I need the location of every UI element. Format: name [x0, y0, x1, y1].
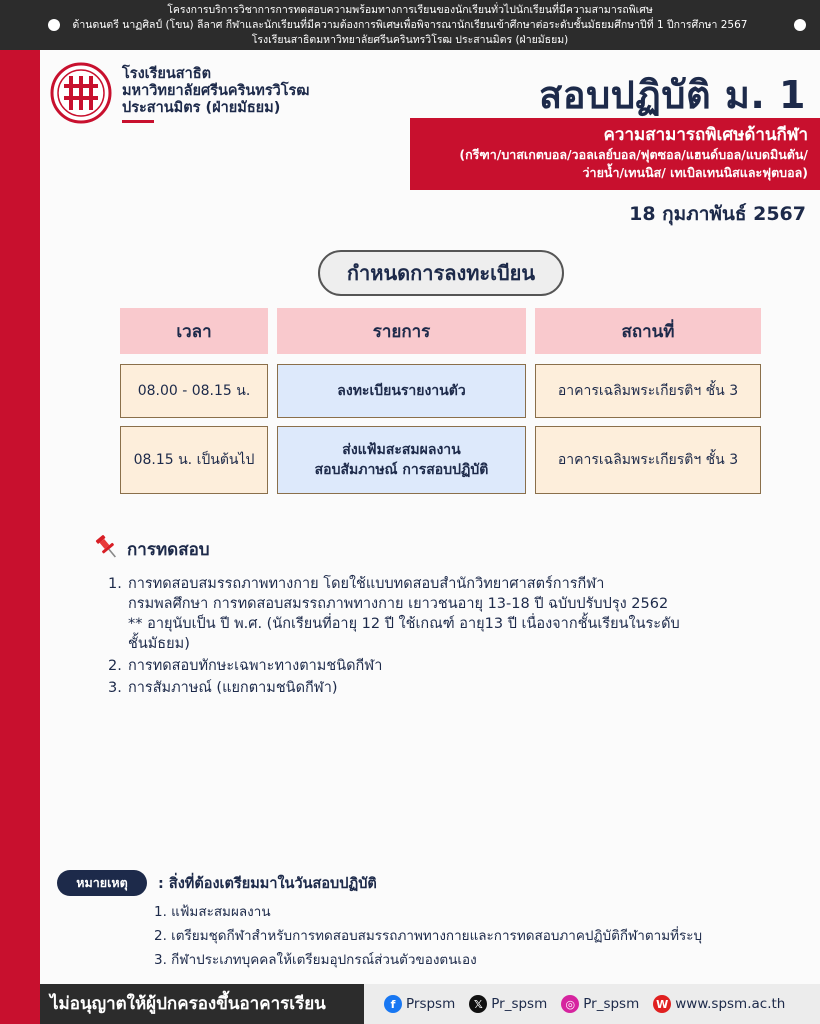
website-icon: W	[653, 995, 671, 1013]
exam-section-title: การทดสอบ	[127, 540, 210, 560]
page-title: สอบปฏิบัติ ม. 1	[539, 73, 806, 117]
left-red-band	[0, 0, 40, 1024]
category-banner	[410, 118, 820, 190]
note-list	[154, 900, 702, 972]
table-cell-time: 08.15 น. เป็นต้นไป	[120, 426, 268, 494]
bullet-icon	[794, 19, 806, 31]
school-name: โรงเรียนสาธิต มหาวิทยาลัยศรีนครินทรวิโรฒ ประสานมิตร (ฝ่ายมัธยม)	[122, 66, 310, 116]
note-badge: หมายเหตุ	[57, 870, 147, 896]
x-icon: 𝕏	[469, 995, 487, 1013]
category-sub-2: ว่ายน้ำ/เทนนิส/ เทเบิลเทนนิสและฟุตบอล)	[582, 165, 808, 180]
facebook-icon: f	[384, 995, 402, 1013]
bullet-icon	[48, 19, 60, 31]
exam-date: 18 กุมภาพันธ์ 2567	[629, 203, 806, 225]
list-item: 3. กีฬาประเภทบุคคลให้เตรียมอุปกรณ์ส่วนตัวของตนเอง	[154, 952, 477, 968]
table-cell-place: อาคารเฉลิมพระเกียรติฯ ชั้น 3	[535, 426, 761, 494]
school-emblem-icon	[50, 62, 112, 124]
school-underline	[122, 120, 154, 123]
table-cell-item: ส่งแฟ้มสะสมผลงาน สอบสัมภาษณ์ การสอบปฏิบัติ	[277, 426, 526, 494]
header-line-1: โครงการบริการวิชาการการทดสอบความพร้อมทางการเรียนของนักเรียนทั่วไปนักเรียนที่มีความสามารถพิเศษ	[167, 4, 653, 16]
note-title: : สิ่งที่ต้องเตรียมมาในวันสอบปฏิบัติ	[158, 876, 377, 892]
website-link[interactable]: W www.spsm.ac.th	[653, 995, 785, 1013]
table-header-item: รายการ	[277, 308, 526, 354]
table-cell-place: อาคารเฉลิมพระเกียรติฯ ชั้น 3	[535, 364, 761, 418]
header-line-3: โรงเรียนสาธิตมหาวิทยาลัยศรีนครินทรวิโรฒ ประสานมิตร (ฝ่ายมัธยม)	[251, 34, 569, 46]
footer-social	[364, 984, 820, 1024]
top-header	[0, 0, 820, 50]
list-item: 1. การทดสอบสมรรถภาพทางกาย โดยใช้แบบทดสอบสำนักวิทยาศาสตร์การกีฬา	[108, 576, 605, 592]
x-link[interactable]: 𝕏 Pr_spsm	[469, 995, 547, 1013]
footer-warning: ไม่อนุญาตให้ผู้ปกครองขึ้นอาคารเรียน	[40, 984, 364, 1024]
table-cell-item: ลงทะเบียนรายงานตัว	[277, 364, 526, 418]
table-header-place: สถานที่	[535, 308, 761, 354]
instagram-link[interactable]: ◎ Pr_spsm	[561, 995, 639, 1013]
category-heading: ความสามารถพิเศษด้านกีฬา	[603, 125, 808, 145]
list-item: 3. การสัมภาษณ์ (แยกตามชนิดกีฬา)	[108, 680, 338, 696]
table-header-time: เวลา	[120, 308, 268, 354]
registration-title: กำหนดการลงทะเบียน	[318, 250, 564, 296]
exam-list: 1. การทดสอบสมรรถภาพทางกาย โดยใช้แบบทดสอบสำนักวิทยาศาสตร์การกีฬา กรมพลศึกษา การทดสอบสมรรถภาพทางกาย เยาวชนอายุ 13-18 ปี ฉบับปรับปรุง 2562 ** อายุนับเป็น ปี พ.ศ. (นักเรียนที่อายุ 12 ปี ใช้เกณฑ์ อายุ13 ปี เนื่องจากชั้นเรียนในระดับ ชั้นมัธยม) 2. การทดสอบทักษะเฉพาะทางตามชนิดกีฬา 3. การสัมภาษณ์ (แยกตามชนิดกีฬา)	[108, 574, 788, 698]
pushpin-icon	[92, 532, 122, 562]
category-sub-1: (กรีฑา/บาสเกตบอล/วอลเลย์บอล/ฟุตซอล/แฮนด์บอล/แบดมินตัน/	[459, 147, 808, 162]
header-line-2: ด้านดนตรี นาฏศิลป์ (โขน) ลีลาศ กีฬาและนักเรียนที่มีความต้องการพิเศษเพื่อพิจารณานักเรียนเข้าศึกษาต่อระดับชั้นมัธยมศึกษาปีที่ 1 ปีการศึกษา 2567	[72, 19, 748, 31]
instagram-icon: ◎	[561, 995, 579, 1013]
list-item: 1. แฟ้มสะสมผลงาน	[154, 904, 271, 920]
facebook-link[interactable]: f Prspsm	[384, 995, 455, 1013]
list-item: 2. เตรียมชุดกีฬาสำหรับการทดสอบสมรรถภาพทางกายและการทดสอบภาคปฏิบัติกีฬาตามที่ระบุ	[154, 928, 703, 944]
table-cell-time: 08.00 - 08.15 น.	[120, 364, 268, 418]
list-item: 2. การทดสอบทักษะเฉพาะทางตามชนิดกีฬา	[108, 658, 383, 674]
